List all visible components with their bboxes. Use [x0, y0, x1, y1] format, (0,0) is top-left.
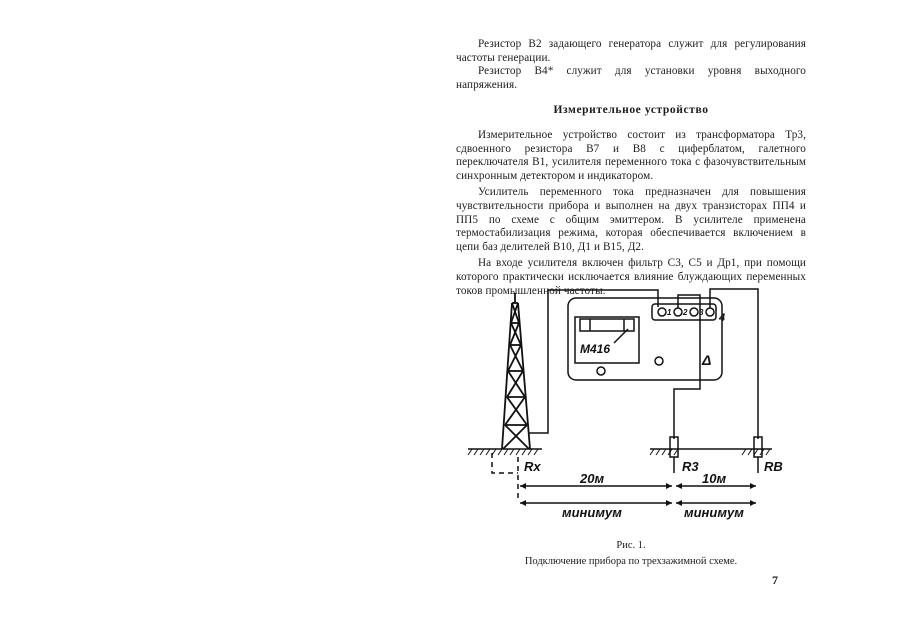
terminal-1-label: 1: [667, 308, 672, 317]
terminal-2-icon: [674, 308, 682, 316]
distance-10m-label: 10м: [702, 471, 727, 486]
terminal-3-label: 3: [699, 308, 704, 317]
minimum-label-2: минимум: [684, 505, 744, 520]
rx-dashed-line: [492, 453, 518, 473]
paragraph-resistor-b2: Резистор В2 задающего генератора служит для регулирования частоты генерации.: [456, 38, 806, 64]
tower-structure: [502, 293, 530, 449]
figure-caption-text: Подключение прибора по трехзажимной схеме.: [524, 556, 738, 567]
terminal-4-icon: [706, 308, 714, 316]
text-column: [456, 38, 806, 298]
terminal-1-icon: [658, 308, 666, 316]
terminal-4-label: 4: [719, 312, 726, 324]
connection-diagram-svg: [462, 285, 807, 537]
label-rv: RB: [764, 459, 783, 474]
delta-icon: Δ: [702, 352, 712, 368]
label-r3: R3: [682, 459, 699, 474]
terminal-3-icon: [690, 308, 698, 316]
page-number: 7: [772, 573, 778, 587]
figure-connection-diagram: [462, 285, 807, 537]
knob-icon: [597, 367, 605, 375]
meter-model-label: M416: [580, 342, 611, 356]
figure-caption-title: Рис. 1.: [616, 540, 646, 551]
distance-20m-label: 20м: [580, 471, 605, 486]
wire-rv: [710, 289, 758, 439]
ground-hatching: [468, 449, 770, 455]
minimum-label-1: минимум: [562, 505, 622, 520]
label-rx: Rx: [524, 459, 541, 474]
probe-rv: [754, 437, 762, 473]
paragraph-resistor-b4: Резистор В4* служит для установки уровня выходного напряжения.: [456, 65, 806, 91]
meter-scale: [580, 319, 634, 331]
section-heading: Измерительное устройство: [553, 104, 709, 117]
meter-window: [575, 317, 639, 363]
knob-icon: [655, 357, 663, 365]
paragraph-measuring-device: Измерительное устройство состоит из трансформатора Тр3, сдвоенного резистора В7 и В8 с циферблатом, галетного переключателя В1, усилителя переменного тока с фазочувствительным синхронным детектором и индикатором.: [456, 128, 806, 182]
paragraph-filter: На входе усилителя включен фильтр С3, С5 и Др1, при помощи которого практически исключается влияние блуждающих переменных токов промышленной частоты.: [456, 257, 806, 297]
terminal-2-label: 2: [683, 308, 688, 317]
paragraph-amplifier: Усилитель переменного тока предназначен для повышения чувствительности прибора и выполнен на двух транзисторах ПП4 и ПП5 по схеме с общим эмиттером. В усилителе применена термостабилизация режима, которая обеспечивается включением в цепи баз делителей В10, Д1 и В15, Д2.: [456, 186, 806, 253]
